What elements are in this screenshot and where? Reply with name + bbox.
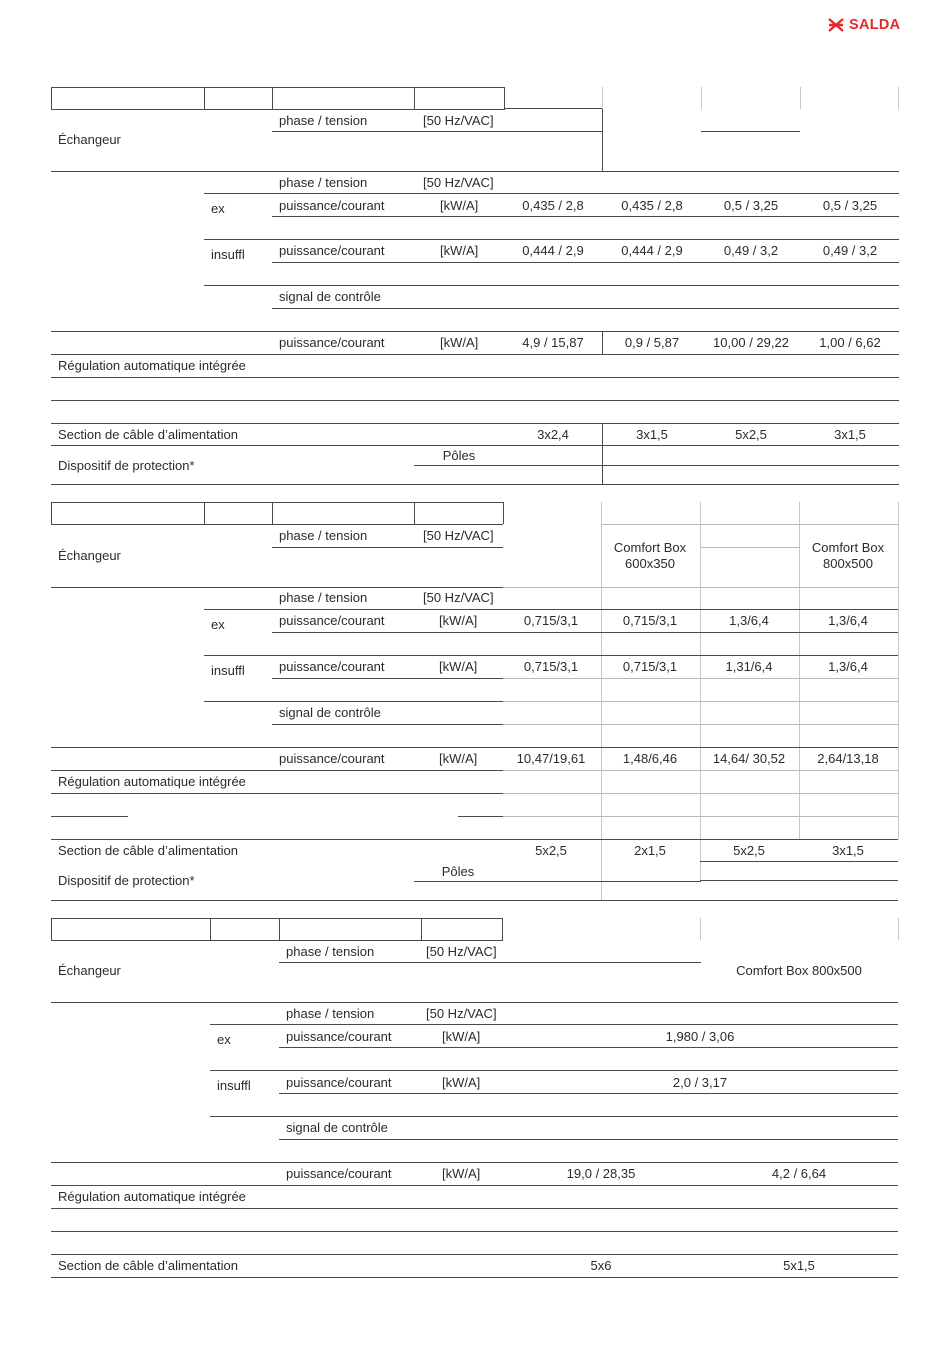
total-value: 1,48/6,46 (622, 751, 678, 766)
total-value: 1,00 / 6,62 (819, 335, 881, 350)
salda-logo (828, 15, 900, 35)
insuffl-value: 0,49 / 3,2 (723, 243, 779, 258)
ex-value: 0,715/3,1 (523, 613, 579, 628)
cable-value: 3x1,5 (636, 427, 668, 442)
phase-tension-label: phase / tension (279, 528, 368, 543)
hz-unit: [50 Hz/VAC] (423, 528, 494, 543)
hz-unit: [50 Hz/VAC] (423, 590, 494, 605)
comfort-box-label: Comfort Box 600x350 (613, 540, 687, 571)
kw-unit: [kW/A] (442, 1166, 481, 1181)
control-signal-label: signal de contrôle (279, 289, 381, 304)
kw-unit: [kW/A] (439, 659, 478, 674)
insuffl-value: 0,715/3,1 (622, 659, 678, 674)
ex-value: 0,435 / 2,8 (621, 198, 683, 213)
ex-value: 1,3/6,4 (828, 613, 868, 628)
kw-unit: [kW/A] (439, 751, 478, 766)
cable-value: 3x1,5 (832, 843, 864, 858)
total-value: 2,64/13,18 (817, 751, 879, 766)
cable-value: 5x1,5 (783, 1258, 815, 1273)
power-current-label: puissance/courant (286, 1075, 392, 1090)
hz-unit: [50 Hz/VAC] (426, 1006, 497, 1021)
cable-value: 3x2,4 (537, 427, 569, 442)
cable-value: 5x2,5 (735, 427, 767, 442)
kw-unit: [kW/A] (442, 1029, 481, 1044)
ex-label: ex (211, 201, 225, 216)
poles-label: Pôles (442, 448, 476, 463)
phase-tension-label: phase / tension (279, 590, 368, 605)
total-value: 19,0 / 28,35 (566, 1166, 636, 1181)
cable-section-label: Section de câble d’alimentation (58, 1258, 238, 1273)
phase-tension-label: phase / tension (286, 1006, 375, 1021)
ex-label: ex (217, 1032, 231, 1047)
regulation-label: Régulation automatique intégrée (58, 1189, 246, 1204)
total-value: 0,9 / 5,87 (624, 335, 680, 350)
phase-tension-label: phase / tension (279, 113, 368, 128)
power-current-label: puissance/courant (286, 1166, 392, 1181)
power-current-label: puissance/courant (279, 335, 385, 350)
insuffl-value: 2,0 / 3,17 (672, 1075, 728, 1090)
cable-value: 5x6 (590, 1258, 612, 1273)
ex-value: 0,435 / 2,8 (522, 198, 584, 213)
kw-unit: [kW/A] (440, 243, 479, 258)
cable-value: 5x2,5 (535, 843, 567, 858)
echangeur-label: Échangeur (58, 132, 121, 147)
ex-value: 0,5 / 3,25 (822, 198, 878, 213)
insuffl-label: insuffl (217, 1078, 251, 1093)
insuffl-value: 0,49 / 3,2 (822, 243, 878, 258)
brand-name: SALDA (849, 17, 901, 33)
power-current-label: puissance/courant (286, 1029, 392, 1044)
kw-unit: [kW/A] (442, 1075, 481, 1090)
kw-unit: [kW/A] (439, 613, 478, 628)
kw-unit: [kW/A] (440, 335, 479, 350)
cable-section-label: Section de câble d’alimentation (58, 427, 238, 442)
comfort-box-label: Comfort Box 800x500 (811, 540, 885, 571)
hz-unit: [50 Hz/VAC] (423, 175, 494, 190)
salda-logo-icon (828, 18, 844, 32)
total-value: 14,64/ 30,52 (712, 751, 786, 766)
echangeur-label: Échangeur (58, 548, 121, 563)
protection-label: Dispositif de protection* (58, 458, 195, 473)
power-current-label: puissance/courant (279, 613, 385, 628)
kw-unit: [kW/A] (440, 198, 479, 213)
total-value: 10,47/19,61 (516, 751, 586, 766)
regulation-label: Régulation automatique intégrée (58, 358, 246, 373)
power-current-label: puissance/courant (279, 751, 385, 766)
cable-value: 5x2,5 (733, 843, 765, 858)
control-signal-label: signal de contrôle (279, 705, 381, 720)
cable-value: 3x1,5 (834, 427, 866, 442)
insuffl-value: 0,444 / 2,9 (621, 243, 683, 258)
total-value: 4,9 / 15,87 (522, 335, 584, 350)
poles-label: Pôles (441, 864, 475, 879)
insuffl-label: insuffl (211, 247, 245, 262)
hz-unit: [50 Hz/VAC] (423, 113, 494, 128)
phase-tension-label: phase / tension (286, 944, 375, 959)
insuffl-value: 0,715/3,1 (523, 659, 579, 674)
hz-unit: [50 Hz/VAC] (426, 944, 497, 959)
total-value: 4,2 / 6,64 (771, 1166, 827, 1181)
phase-tension-label: phase / tension (279, 175, 368, 190)
insuffl-label: insuffl (211, 663, 245, 678)
ex-value: 1,980 / 3,06 (665, 1029, 735, 1044)
cable-section-label: Section de câble d’alimentation (58, 843, 238, 858)
echangeur-label: Échangeur (58, 963, 121, 978)
power-current-label: puissance/courant (279, 198, 385, 213)
control-signal-label: signal de contrôle (286, 1120, 388, 1135)
ex-value: 0,715/3,1 (622, 613, 678, 628)
protection-label: Dispositif de protection* (58, 873, 195, 888)
power-current-label: puissance/courant (279, 243, 385, 258)
ex-label: ex (211, 617, 225, 632)
insuffl-value: 1,31/6,4 (725, 659, 773, 674)
total-value: 10,00 / 29,22 (713, 335, 789, 350)
insuffl-value: 0,444 / 2,9 (522, 243, 584, 258)
comfort-box-label: Comfort Box 800x500 (736, 963, 862, 978)
insuffl-value: 1,3/6,4 (828, 659, 868, 674)
cable-value: 2x1,5 (634, 843, 666, 858)
ex-value: 0,5 / 3,25 (723, 198, 779, 213)
power-current-label: puissance/courant (279, 659, 385, 674)
regulation-label: Régulation automatique intégrée (58, 774, 246, 789)
ex-value: 1,3/6,4 (729, 613, 769, 628)
